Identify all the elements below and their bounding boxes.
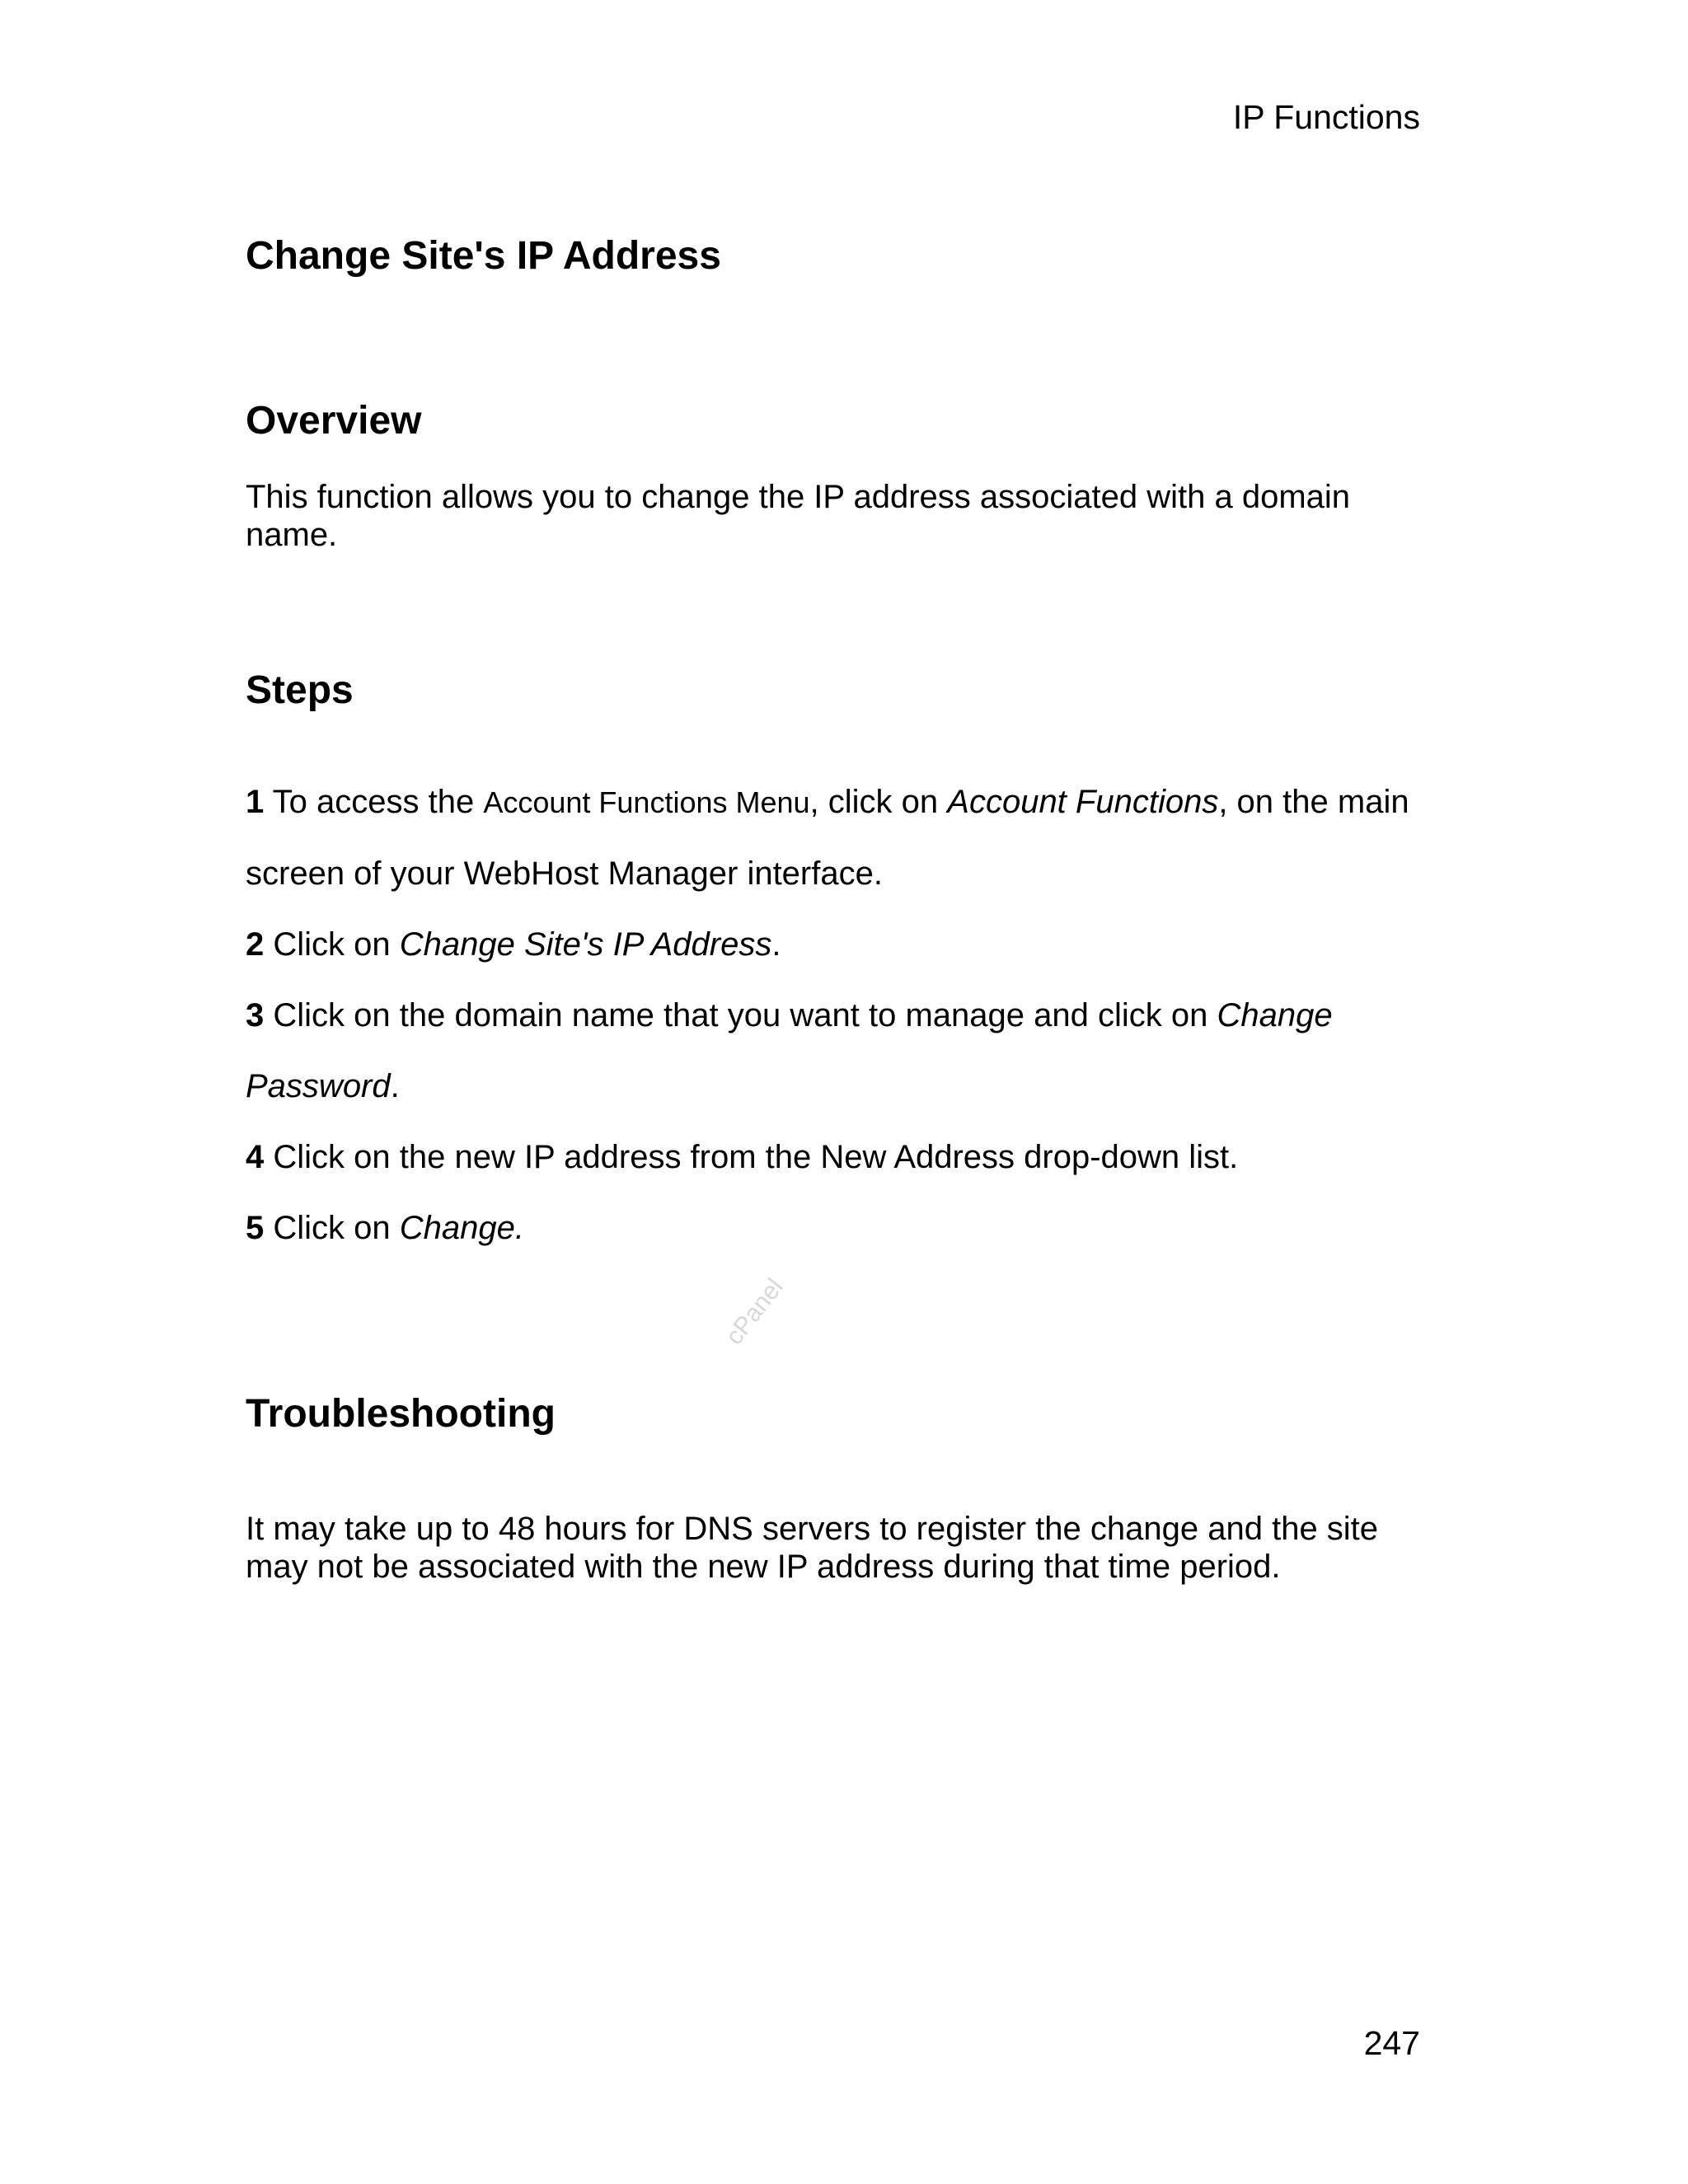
step-number: 4 [246,1139,265,1175]
watermark: cPanel [720,1273,789,1350]
troubleshooting-body: It may take up to 48 hours for DNS servers to register the change and the site may not be associated with the new IP address during that time period. [246,1511,1379,1585]
step-1-continuation: screen of your WebHost Manager interface. [246,855,883,892]
step-text: , click on [809,784,948,820]
step-text: . [390,1068,400,1104]
step-number: 2 [246,926,265,963]
step-text: Click on the domain name that you want to manage and click on [264,997,1217,1033]
steps-heading: Steps [246,668,354,712]
step-text: Click on [264,1210,400,1246]
page-number: 247 [1363,2024,1420,2062]
step-5 [246,1209,524,1247]
step-emphasis: Change [1217,997,1333,1033]
step-number: 1 [246,784,265,820]
step-emphasis: Change Site's IP Address [399,926,772,963]
menu-name: Account Functions Menu [483,785,810,819]
step-text: Click on [264,926,400,963]
running-header: IP Functions [1232,98,1420,136]
page-title: Change Site's IP Address [246,234,721,278]
step-emphasis: Change. [399,1210,524,1246]
step-3-continuation [246,1067,400,1105]
step-2 [246,926,781,963]
step-emphasis: Account Functions [947,784,1219,820]
step-number: 3 [246,997,265,1033]
step-4 [246,1138,1238,1176]
overview-heading: Overview [246,399,422,443]
step-3 [246,996,1333,1034]
step-number: 5 [246,1210,265,1246]
step-text: To access the [264,784,484,820]
step-1 [246,783,1409,822]
overview-body: This function allows you to change the IP address associated with a domain name. [246,479,1351,553]
step-text: , on the main [1218,784,1409,820]
step-emphasis: Password [246,1068,391,1104]
step-text: . [771,926,781,963]
troubleshooting-heading: Troubleshooting [246,1392,556,1436]
step-text: Click on the new IP address from the New Address drop-down list. [264,1139,1239,1175]
